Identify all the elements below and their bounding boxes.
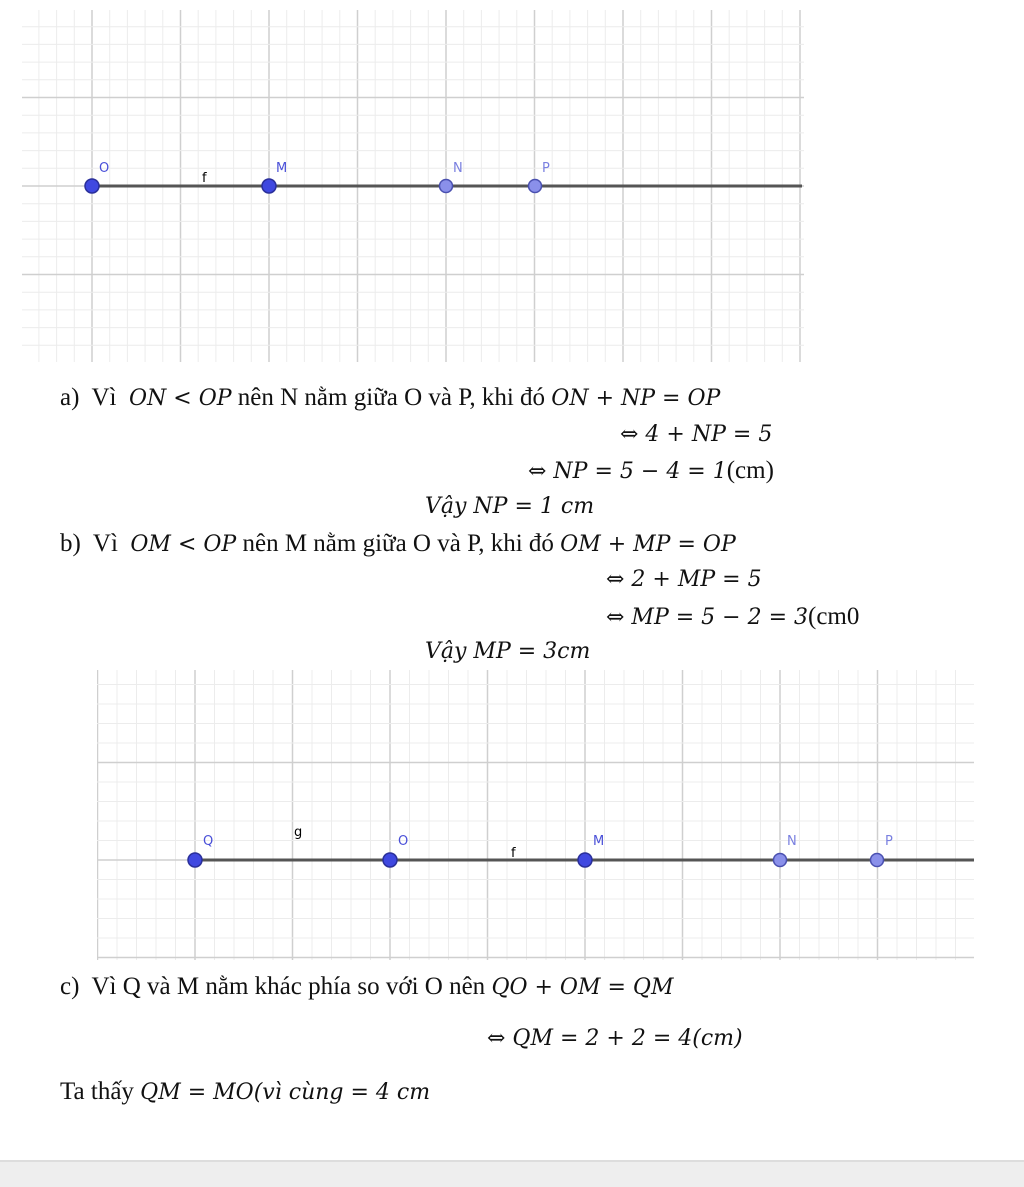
svg-text:N: N <box>453 161 463 176</box>
line-label-g: g <box>294 825 303 840</box>
part-a-conclusion: Vậy NP = 1 cm <box>425 494 595 519</box>
math: QM = MO(vì cùng = 4 cm <box>140 1080 431 1105</box>
point-Q <box>188 834 213 867</box>
bottom-scroll-area <box>0 1160 1024 1187</box>
svg-text:M: M <box>276 161 288 176</box>
text: Vì <box>91 384 117 411</box>
part-b-line-2: ⇔ 2 + MP = 5 <box>606 567 762 592</box>
part-c-line-1 <box>60 972 673 1003</box>
part-b-conclusion: Vậy MP = 3cm <box>425 639 591 664</box>
grid <box>97 670 974 960</box>
math: ⇔ NP = 5 − 4 = 1 <box>528 459 727 484</box>
math: OM < OP <box>130 532 237 557</box>
point-P <box>529 161 551 193</box>
math: ⇔ MP = 5 − 2 = 3 <box>606 605 809 630</box>
line-label-f: f <box>511 846 516 861</box>
math: ON + NP = OP <box>551 386 721 411</box>
svg-text:P: P <box>542 161 550 176</box>
svg-text:P: P <box>885 834 893 849</box>
svg-text:Q: Q <box>203 834 214 849</box>
math: ON < OP <box>128 386 232 411</box>
math: QO + OM = QM <box>491 975 674 1000</box>
part-c-line-2: ⇔ QM = 2 + 2 = 4(cm) <box>487 1026 743 1051</box>
unit: (cm) <box>726 457 774 484</box>
svg-text:M: M <box>593 834 605 849</box>
unit: (cm0 <box>808 603 860 630</box>
text: Vì Q và M nằm khác phía so với O nên <box>91 973 486 1000</box>
point-M <box>262 161 287 193</box>
point-N <box>440 161 463 193</box>
text: Ta thấy <box>60 1078 134 1105</box>
figure-2-line <box>97 670 974 960</box>
text: nên M nằm giữa O và P, khi đó <box>242 530 554 557</box>
part-c-line-3 <box>60 1077 430 1108</box>
point-O <box>383 834 408 867</box>
part-b-line-1 <box>60 529 736 560</box>
svg-text:O: O <box>99 161 110 176</box>
figure-1-line <box>22 10 804 362</box>
svg-text:O: O <box>398 834 409 849</box>
part-a-line-1 <box>60 383 720 414</box>
part-b-line-3 <box>606 602 859 633</box>
text: Vì <box>92 530 118 557</box>
part-c-marker: c) <box>60 973 80 1000</box>
text: nên N nằm giữa O và P, khi đó <box>237 384 546 411</box>
svg-text:N: N <box>787 834 797 849</box>
part-b-marker: b) <box>60 530 81 557</box>
point-N <box>774 834 797 867</box>
point-O <box>85 161 109 193</box>
part-a-marker: a) <box>60 384 80 411</box>
point-M <box>578 834 604 867</box>
math: OM + MP = OP <box>560 532 736 557</box>
point-P <box>871 834 894 867</box>
line-label-f: f <box>202 171 207 186</box>
part-a-line-2: ⇔ 4 + NP = 5 <box>620 422 773 447</box>
part-a-line-3 <box>528 456 774 487</box>
